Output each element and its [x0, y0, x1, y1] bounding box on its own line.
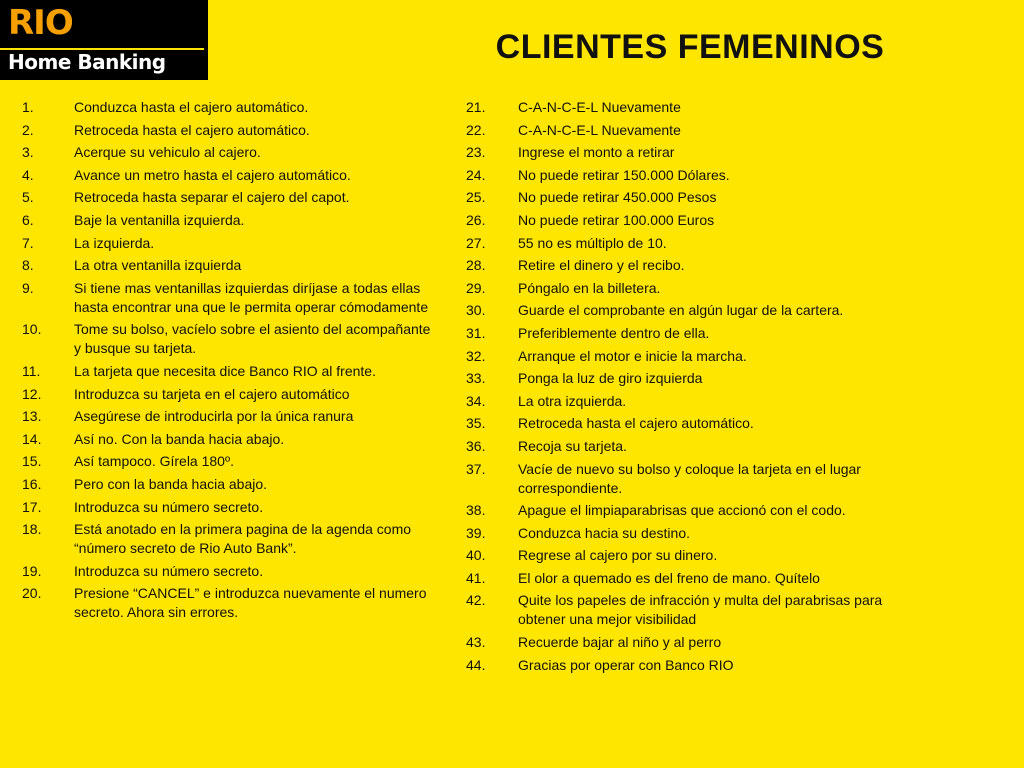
right-instruction-list: [466, 98, 896, 678]
item-text: Introduzca su tarjeta en el cajero automático: [74, 385, 350, 402]
item-number: 5.: [22, 189, 34, 206]
item-number: 6.: [22, 211, 34, 228]
list-item: [22, 98, 432, 117]
item-number: 7.: [22, 234, 34, 251]
item-number: 13.: [22, 408, 42, 425]
item-number: 30.: [466, 302, 486, 319]
item-text: El olor a quemado es del freno de mano. Quítelo: [518, 569, 820, 586]
left-instruction-list: [22, 98, 432, 626]
item-text: Avance un metro hasta el cajero automático.: [74, 166, 351, 183]
item-text: Introduzca su número secreto.: [74, 562, 264, 579]
list-item: [466, 437, 896, 456]
item-number: 14.: [22, 430, 42, 447]
item-text: Preferiblemente dentro de ella.: [518, 324, 710, 341]
item-text: La tarjeta que necesita dice Banco RIO al frente.: [74, 362, 376, 379]
item-number: 29.: [466, 279, 486, 296]
item-number: 1.: [22, 99, 34, 115]
item-text: Apague el limpiaparabrisas que accionó con el codo.: [518, 502, 846, 519]
list-item: [22, 166, 432, 185]
list-item: [22, 234, 432, 253]
item-number: 4.: [22, 166, 34, 183]
list-item: [22, 121, 432, 140]
item-number: 23.: [466, 144, 486, 161]
item-number: 18.: [22, 521, 42, 538]
list-item: [466, 256, 896, 275]
list-item: [466, 188, 896, 207]
list-item: [22, 407, 432, 426]
list-item: [22, 279, 432, 317]
list-item: [466, 569, 896, 588]
item-text: Arranque el motor e inicie la marcha.: [518, 347, 747, 364]
item-number: 19.: [22, 562, 42, 579]
list-item: [466, 121, 896, 140]
item-number: 11.: [22, 362, 41, 379]
item-text: Vacíe de nuevo su bolso y coloque la tarjeta en el lugar correspondiente.: [518, 460, 861, 496]
item-number: 38.: [466, 502, 486, 519]
item-number: 17.: [22, 498, 42, 515]
item-text: No puede retirar 150.000 Dólares.: [518, 166, 730, 183]
list-item: [466, 392, 896, 411]
item-text: Baje la ventanilla izquierda.: [74, 211, 245, 228]
item-number: 16.: [22, 475, 42, 492]
list-item: [466, 143, 896, 162]
list-item: [22, 256, 432, 275]
list-item: [22, 475, 432, 494]
item-text: Regrese al cajero por su dinero.: [518, 547, 718, 564]
item-text: Está anotado en la primera pagina de la agenda como “número secreto de Rio Auto Bank”.: [74, 521, 412, 557]
list-item: [466, 166, 896, 185]
item-number: 34.: [466, 392, 486, 409]
item-text: Ingrese el monto a retirar: [518, 144, 675, 161]
list-item: [466, 324, 896, 343]
item-number: 36.: [466, 437, 486, 454]
item-text: Presione “CANCEL” e introduzca nuevamente el numero secreto. Ahora sin errores.: [74, 585, 427, 621]
item-number: 3.: [22, 144, 34, 161]
list-item: [22, 320, 432, 358]
item-text: Retroceda hasta separar el cajero del capot.: [74, 189, 350, 206]
item-text: 55 no es múltiplo de 10.: [518, 234, 667, 251]
item-number: 9.: [22, 279, 34, 296]
item-number: 21.: [466, 99, 486, 115]
item-number: 44.: [466, 656, 486, 673]
item-text: Ponga la luz de giro izquierda: [518, 370, 703, 387]
item-text: La otra izquierda.: [518, 392, 627, 409]
item-number: 10.: [22, 321, 42, 338]
item-text: Gracias por operar con Banco RIO: [518, 656, 734, 673]
list-item: [466, 546, 896, 565]
item-text: Retroceda hasta el cajero automático.: [518, 415, 754, 432]
list-item: [466, 460, 896, 498]
list-item: [466, 98, 896, 117]
item-text: Así no. Con la banda hacia abajo.: [74, 430, 285, 447]
list-item: [22, 385, 432, 404]
item-text: La izquierda.: [74, 234, 155, 251]
item-text: Recoja su tarjeta.: [518, 437, 627, 454]
list-item: [22, 188, 432, 207]
item-text: No puede retirar 450.000 Pesos: [518, 189, 717, 206]
item-text: Póngalo en la billetera.: [518, 279, 661, 296]
item-text: Recuerde bajar al niño y al perro: [518, 634, 722, 651]
item-number: 28.: [466, 257, 486, 274]
item-text: Pero con la banda hacia abajo.: [74, 475, 268, 492]
item-number: 15.: [22, 453, 42, 470]
item-text: Si tiene mas ventanillas izquierdas diríjase a todas ellas hasta encontrar una que le permita operar cómodamente: [74, 279, 429, 315]
list-item: [466, 369, 896, 388]
list-item: [22, 143, 432, 162]
list-item: [466, 279, 896, 298]
item-number: 8.: [22, 257, 34, 274]
page-title: CLIENTES FEMENINOS: [495, 28, 885, 66]
item-number: 26.: [466, 211, 486, 228]
list-item: [22, 520, 432, 558]
item-number: 31.: [466, 324, 486, 341]
item-text: Guarde el comprobante en algún lugar de la cartera.: [518, 302, 844, 319]
list-item: [466, 211, 896, 230]
item-text: Tome su bolso, vacíelo sobre el asiento del acompañante y busque su tarjeta.: [74, 321, 431, 357]
logo-subtitle: Home Banking: [8, 50, 166, 74]
list-item: [22, 430, 432, 449]
item-text: Retroceda hasta el cajero automático.: [74, 121, 310, 138]
list-item: [466, 301, 896, 320]
list-item: [466, 591, 896, 629]
item-number: 42.: [466, 592, 486, 609]
item-number: 12.: [22, 385, 42, 402]
list-item: [466, 501, 896, 520]
list-item: [22, 498, 432, 517]
list-item: [466, 414, 896, 433]
item-number: 43.: [466, 634, 486, 651]
item-text: C-A-N-C-E-L Nuevamente: [518, 121, 681, 138]
item-text: Conduzca hasta el cajero automático.: [74, 99, 309, 115]
item-number: 39.: [466, 524, 486, 541]
list-item: [466, 347, 896, 366]
item-text: Así tampoco. Gírela 180º.: [74, 453, 234, 470]
list-item: [22, 584, 432, 622]
list-item: [466, 656, 896, 675]
item-text: Conduzca hacia su destino.: [518, 524, 690, 541]
item-number: 35.: [466, 415, 486, 432]
list-item: [22, 211, 432, 230]
list-item: [466, 234, 896, 253]
list-item: [22, 562, 432, 581]
item-number: 41.: [466, 569, 486, 586]
item-text: No puede retirar 100.000 Euros: [518, 211, 715, 228]
logo-brand: RIO: [8, 3, 73, 43]
item-number: 27.: [466, 234, 486, 251]
item-number: 32.: [466, 347, 486, 364]
item-text: Retire el dinero y el recibo.: [518, 257, 685, 274]
list-item: [22, 362, 432, 381]
item-number: 22.: [466, 121, 486, 138]
item-text: C-A-N-C-E-L Nuevamente: [518, 99, 681, 115]
item-text: Quite los papeles de infracción y multa del parabrisas para obtener una mejor visibilidad: [518, 592, 883, 628]
item-number: 20.: [22, 585, 42, 602]
item-text: Asegúrese de introducirla por la única ranura: [74, 408, 354, 425]
item-number: 2.: [22, 121, 34, 138]
list-item: [466, 633, 896, 652]
item-number: 24.: [466, 166, 486, 183]
item-number: 37.: [466, 460, 486, 477]
item-number: 40.: [466, 547, 486, 564]
item-text: Introduzca su número secreto.: [74, 498, 264, 515]
rio-home-banking-logo: [0, 0, 208, 80]
item-text: La otra ventanilla izquierda: [74, 257, 242, 274]
item-text: Acerque su vehiculo al cajero.: [74, 144, 261, 161]
list-item: [466, 524, 896, 543]
item-number: 33.: [466, 370, 486, 387]
list-item: [22, 452, 432, 471]
item-number: 25.: [466, 189, 486, 206]
